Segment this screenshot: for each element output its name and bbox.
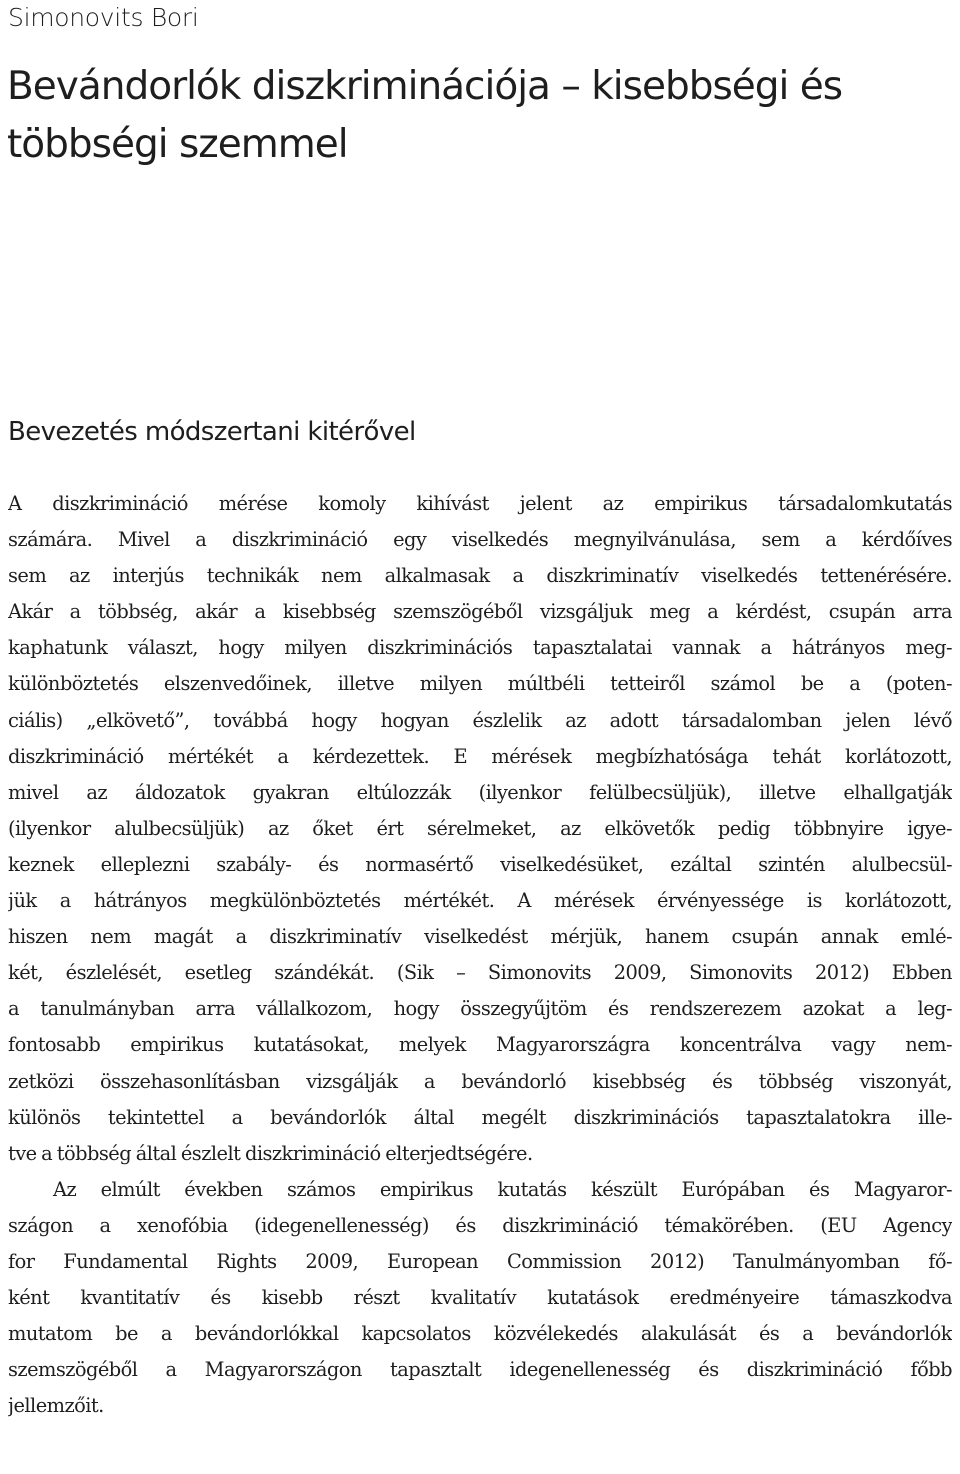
text-line: a tanulmányban arra vállalkozom, hogy összegyűjtöm és rendszerezem azokat a leg- [8,997,952,1021]
text-line: ként kvantitatív és kisebb részt kvalitatív kutatások eredményeire támaszkodva [8,1286,952,1310]
text-line: for Fundamental Rights 2009, European Commission 2012) Tanulmányomban fő- [8,1249,952,1273]
title-line: többségi szemmel [7,122,348,167]
text-line: kaphatunk választ, hogy milyen diszkriminációs tapasztalatai vannak a hátrányos meg- [8,636,952,660]
text-line: ciális) „elkövető”, továbbá hogy hogyan észlelik az adott társadalomban jelen lévő [8,708,952,732]
text-line: sem az interjús technikák nem alkalmasak a diszkriminatív viselkedés tettenérésére. [8,564,952,588]
text-line: különböztetés elszenvedőinek, illetve milyen múltbéli tetteiről számol be a (poten- [8,672,952,696]
text-line: Akár a többség, akár a kisebbség szemszögéből vizsgáljuk meg a kérdést, csupán arra [8,600,952,624]
text-line: fontosabb empirikus kutatásokat, melyek Magyarországra koncentrálva vagy nem- [8,1033,952,1057]
section-heading: Bevezetés módszertani kitérővel [8,417,416,447]
text-line: Az elmúlt években számos empirikus kutatás készült Európában és Magyaror- [53,1177,952,1201]
text-line: keznek elleplezni szabály- és normasértő viselkedésüket, ezáltal szintén alulbecsül- [8,852,952,876]
article-title [7,58,947,174]
text-line: hiszen nem magát a diszkriminatív viselkedést mérjük, hanem csupán annak emlé- [8,925,952,949]
text-line: szágon a xenofóbia (idegenellenesség) és diszkrimináció témakörében. (EU Agency [8,1213,952,1237]
body-text [8,486,952,1424]
text-line: zetközi összehasonlításban vizsgálják a bevándorló kisebbség és többség viszonyát, [8,1069,952,1093]
title-line: Bevándorlók diszkriminációja – kisebbségi és [7,64,843,109]
text-line: mivel az áldozatok gyakran eltúlozzák (ilyenkor felülbecsüljük), illetve elhallgatják [8,780,952,804]
text-line: diszkrimináció mértékét a kérdezettek. E mérések megbízhatósága tehát korlátozott, [8,744,952,768]
text-line: számára. Mivel a diszkrimináció egy viselkedés megnyilvánulása, sem a kérdőíves [8,528,952,552]
text-line: különös tekintettel a bevándorlók által megélt diszkriminációs tapasztalatokra ille- [8,1105,952,1129]
text-line: mutatom be a bevándorlókkal kapcsolatos közvélekedés alakulását és a bevándorlók [8,1322,952,1346]
author-name: Simonovits Bori [8,3,199,32]
paragraph-1 [8,486,952,1172]
text-line: A diszkrimináció mérése komoly kihívást jelent az empirikus társadalomkutatás [8,492,952,515]
text-line: jellemzőit. [8,1394,104,1418]
text-line: szemszögéből a Magyarországon tapasztalt idegenellenesség és diszkrimináció főbb [8,1358,952,1382]
text-line: tve a többség által észlelt diszkrimináció elterjedtségére. [8,1141,533,1165]
paragraph-2 [8,1172,952,1425]
text-line: (ilyenkor alulbecsüljük) az őket ért sérelmeket, az elkövetők pedig többnyire igye- [8,816,952,840]
text-line: két, észlelését, esetleg szándékát. (Sik – Simonovits 2009, Simonovits 2012) Ebben [8,961,952,985]
text-line: jük a hátrányos megkülönböztetés mértékét. A mérések érvényessége is korlátozott, [8,889,952,913]
